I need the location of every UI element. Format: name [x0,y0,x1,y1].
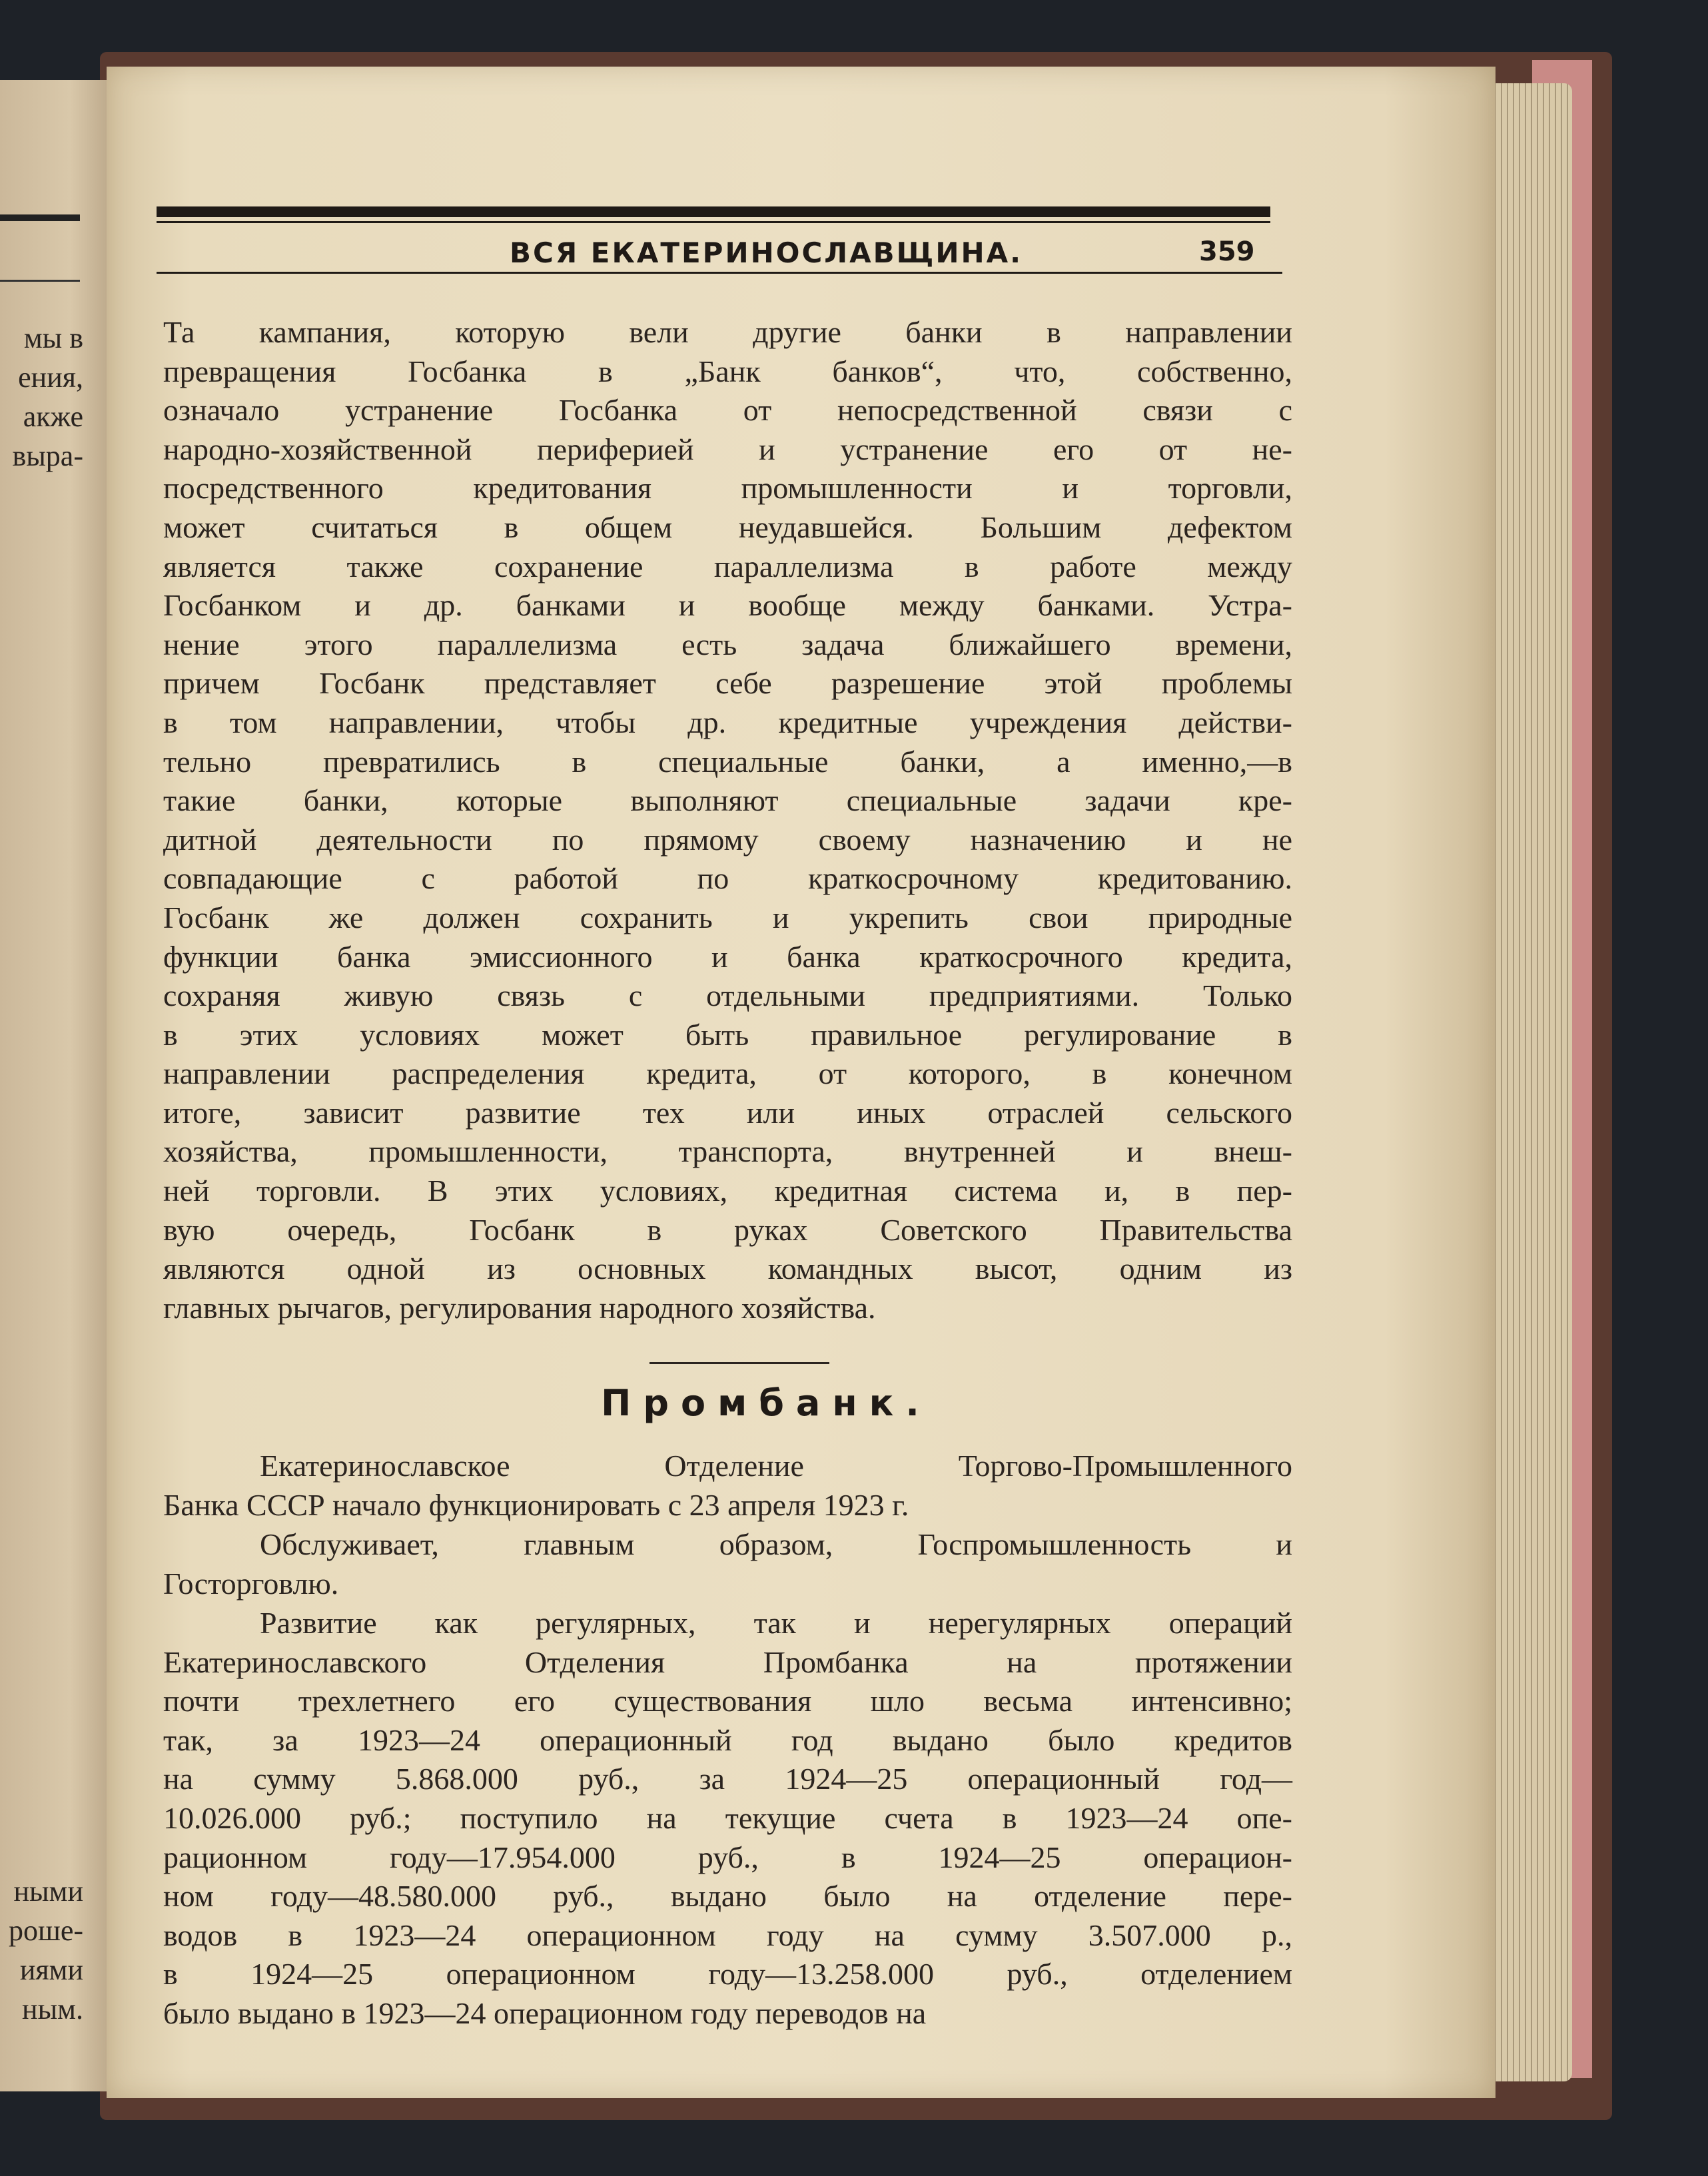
header-rule-bottom [157,272,1282,274]
text-line: вую очередь, Госбанк в руках Советского Правительства [163,1212,1292,1247]
text-line: сохраняя живую связь с отдельными предприятиями. Только [163,978,1292,1013]
text-line: Екатеринославского Отделения Промбанка на протяжении [163,1644,1292,1679]
header-rule-thin [157,221,1270,223]
text-line: в 1924—25 операционном году—13.258.000 руб., отделением [163,1957,1292,1992]
section-divider [649,1362,829,1364]
previous-page-rule [0,214,80,221]
text-line: Госбанком и др. банками и вообще между банками. Устра- [163,588,1292,623]
text-line: в том направлении, чтобы др. кредитные учреждения действи- [163,705,1292,739]
paragraph-prombank-founding [163,1447,1292,1525]
text-line: было выдано в 1923—24 операционном году переводов на [163,1995,927,2030]
page-number: 359 [1199,236,1255,267]
text-line: такие банки, которые выполняют специальные задачи кре- [163,783,1292,818]
previous-page-rule-thin [0,280,80,282]
text-line: является также сохранение параллелизма в работе между [163,549,1292,583]
text-line: в этих условиях может быть правильное регулирование в [163,1017,1292,1052]
text-line: на сумму 5.868.000 руб., за 1924—25 операционный год— [163,1762,1292,1796]
paragraph-prombank-clients [163,1525,1292,1603]
text-line: направлении распределения кредита, от которого, в конечном [163,1056,1292,1091]
text-line: превращения Госбанка в „Банк банков“, что, собственно, [163,354,1292,388]
text-line: хозяйства, промышленности, транспорта, внутренней и внеш- [163,1134,1292,1169]
text-line: 10.026.000 руб.; поступило на текущие счета в 1923—24 опе- [163,1800,1292,1835]
previous-page-fragment: ным. [22,1993,83,2025]
text-line: нение этого параллелизма есть задача ближайшего времени, [163,627,1292,661]
text-line: функции банка эмиссионного и банка краткосрочного кредита, [163,939,1292,974]
previous-page-fragment: мы в [23,322,83,354]
text-line: дитной деятельности по прямому своему назначению и не [163,822,1292,857]
paragraph-prombank-operations [163,1604,1292,2033]
text-line: итоге, зависит развитие тех или иных отраслей сельского [163,1095,1292,1130]
previous-page-fragment: акже [23,400,83,433]
text-line: ней торговли. В этих условиях, кредитная система и, в пер- [163,1174,1292,1208]
text-line: посредственного кредитования промышленности и торговли, [163,471,1292,506]
text-line: являются одной из основных командных высот, одним из [163,1252,1292,1286]
previous-page-fragment: выра- [12,440,83,472]
previous-page-fragment: ения, [18,361,83,394]
text-line: может считаться в общем неудавшейся. Большим дефектом [163,510,1292,544]
running-title: ВСЯ ЕКАТЕРИНОСЛАВЩИНА. [510,236,1023,269]
text-line: почти трехлетнего его существования шло весьма интенсивно; [163,1684,1292,1718]
previous-page-fragment: ными [13,1875,83,1908]
text-line: Банка СССР начало функционировать с 23 апреля 1923 г. [163,1487,909,1522]
text-line: народно-хозяйственной периферией и устранение его от не- [163,432,1292,466]
text-line: Та кампания, которую вели другие банки в направлении [163,315,1292,349]
text-line: Госторговлю. [163,1566,339,1601]
text-line: Госбанк же должен сохранить и укрепить свои природные [163,900,1292,934]
text-line: причем Госбанк представляет себе разрешение этой проблемы [163,666,1292,701]
text-line: рационном году—17.954.000 руб., в 1924—25 операцион- [163,1840,1292,1874]
paragraph-gosbank [163,313,1292,1327]
text-line: водов в 1923—24 операционном году на сумму 3.507.000 р., [163,1918,1292,1952]
previous-page-fragment: иями [19,1954,83,1986]
text-line: Обслуживает, главным образом, Госпромышленность и [260,1527,1292,1561]
text-line: означало устранение Госбанка от непосредственной связи с [163,393,1292,428]
text-line: тельно превратились в специальные банки, а именно,—в [163,744,1292,779]
text-line: так, за 1923—24 операционный год выдано было кредитов [163,1722,1292,1757]
text-line: совпадающие с работой по краткосрочному кредитованию. [163,861,1292,896]
text-line: Екатеринославское Отделение Торгово-Промышленного [260,1449,1292,1483]
text-line: главных рычагов, регулирования народного хозяйства. [163,1290,876,1325]
section-title: Промбанк. [601,1382,931,1424]
header-rule-thick [157,206,1270,217]
previous-page-fragment: роше- [8,1914,83,1947]
text-line: ном году—48.580.000 руб., выдано было на отделение пере- [163,1879,1292,1914]
text-line: Развитие как регулярных, так и нерегулярных операций [260,1606,1292,1640]
